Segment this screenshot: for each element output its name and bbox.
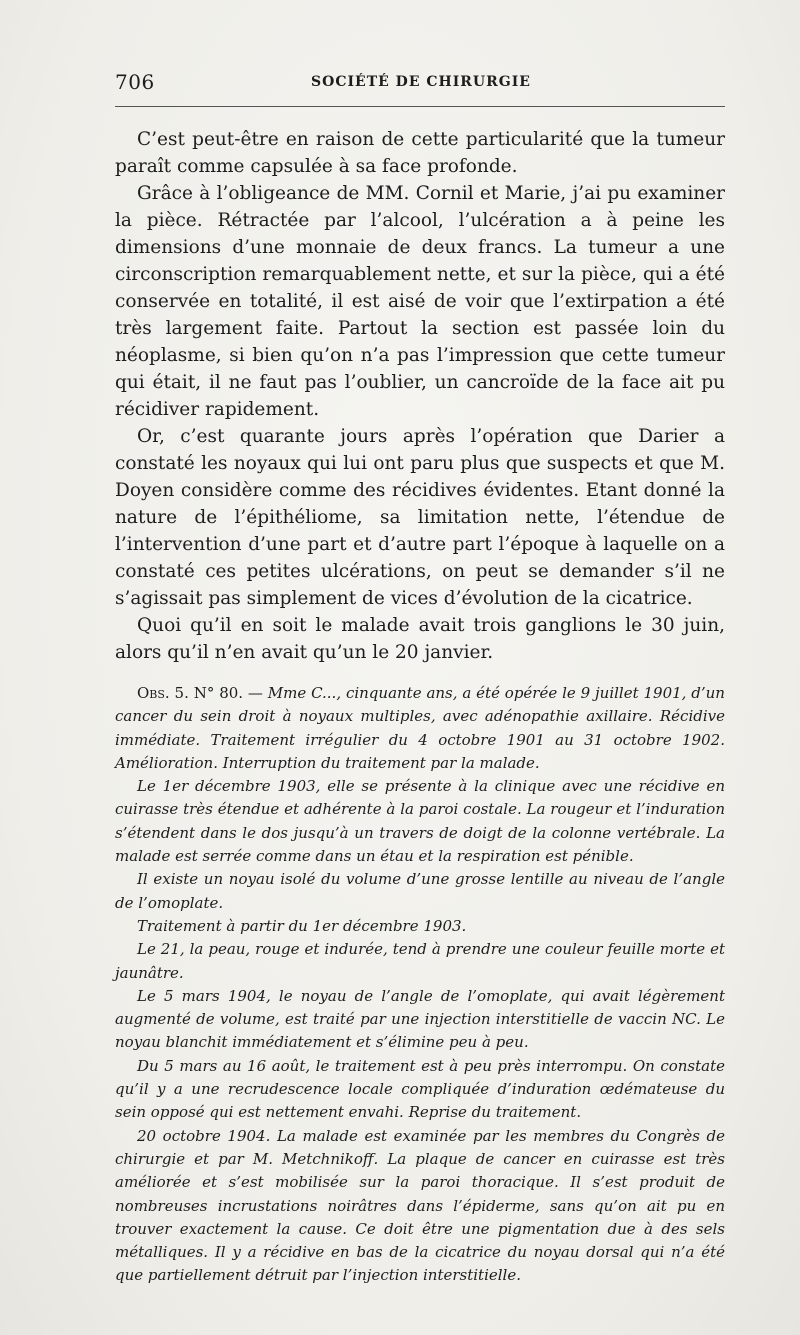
observation-entry: Le 21, la peau, rouge et indurée, tend à prendre une couleur feuille morte et jaunâtre.: [115, 940, 725, 982]
observation-intro-text: Mme C..., cinquante ans, a été opérée le 9 juillet 1901, d’un cancer du sein droit à noyaux multiples, avec adénopathie axillaire. Récidive immédiate. Traitement irrégulier du 4 octobre 1901 au 31 octobre 1902. Amélioration. Interruption du traitement par la malade.: [115, 684, 725, 772]
paragraph: Or, c’est quarante jours après l’opération que Darier a constaté les noyaux qui lui ont paru plus que suspects et que M. Doyen considère comme des récidives évidentes. Etant donné la nature de l’épithéliome, sa limitation nette, l’étendue de l’intervention d’une part et d’autre part l’époque à laquelle on a constaté ces petites ulcérations, on peut se demander s’il ne s’agissait pas simplement de vices d’évolution de la cicatrice.: [115, 426, 725, 609]
observation-entry: 20 octobre 1904. La malade est examinée par les membres du Congrès de chirurgie et par M. Metchnikoff. La plaque de cancer en cuirasse est très améliorée et s’est mobilisée sur la paroi thoracique. Il s’est produit de nombreuses incrustations noirâtres dans l’épiderme, sans qu’on ait pu en trouver exactement la cause. Ce doit être une pigmentation due à des sels métalliques. Il y a récidive en bas de la cicatrice du noyau dorsal qui n’a été que partiellement détruit par l’injection interstitielle.: [115, 1126, 725, 1285]
observation-intro: [115, 682, 725, 775]
observation-label: Obs. 5. N° 80. —: [137, 684, 263, 702]
page-number: 706: [115, 70, 155, 94]
observation-block: [115, 682, 725, 1288]
page-header: [115, 70, 727, 100]
running-title: SOCIÉTÉ DE CHIRURGIE: [311, 74, 531, 90]
body-text: [115, 126, 725, 1288]
observation-entry: Le 5 mars 1904, le noyau de l’angle de l’omoplate, qui avait légèrement augmenté de volume, est traité par une injection interstitielle de vaccin NC. Le noyau blanchit immédiatement et s’élimine peu à peu.: [115, 986, 725, 1052]
observation-entry: Le 1er décembre 1903, elle se présente à la clinique avec une récidive en cuirasse très étendue et adhérente à la paroi costale. La rougeur et l’induration s’étendent dans le dos jusqu’à un travers de doigt de la colonne vertébrale. La malade est serrée comme dans un étau et la respiration est pénible.: [115, 777, 725, 866]
observation-entry: Il existe un noyau isolé du volume d’une grosse lentille au niveau de l’angle de l’omoplate.: [115, 870, 725, 912]
paragraph: Grâce à l’obligeance de MM. Cornil et Marie, j’ai pu examiner la pièce. Rétractée par l’alcool, l’ulcération a à peine les dimensions d’une monnaie de deux francs. La tumeur a une circonscription remarquablement nette, et sur la pièce, qui a été conservée en totalité, il est aisé de voir que l’extirpation a été très largement faite. Partout la section est passée loin du néoplasme, si bien qu’on n’a pas l’impression que cette tumeur qui était, il ne faut pas l’oublier, un cancroïde de la face ait pu récidiver rapidement.: [115, 183, 725, 420]
observation-entry: Du 5 mars au 16 août, le traitement est à peu près interrompu. On constate qu’il y a une recrudescence locale compliquée d’induration œdémateuse du sein opposé qui est nettement envahi. Reprise du traitement.: [115, 1056, 725, 1122]
paragraph: Quoi qu’il en soit le malade avait trois ganglions le 30 juin, alors qu’il n’en avait qu’un le 20 janvier.: [115, 615, 725, 663]
paragraph: C’est peut-être en raison de cette particularité que la tumeur paraît comme capsulée à sa face profonde.: [115, 129, 725, 177]
observation-entry: Traitement à partir du 1er décembre 1903.: [137, 916, 467, 935]
header-rule: [115, 106, 725, 107]
